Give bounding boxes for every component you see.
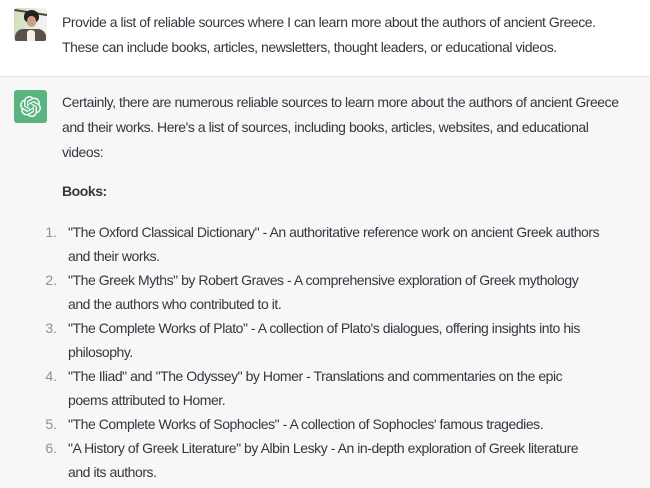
book-list-item-4: "The Iliad" and "The Odyssey" by Homer - Translations and commentaries on the epic poems attributed to Homer. [68,368,563,408]
book-list-item-5: "The Complete Works of Sophocles" - A collection of Sophocles' famous tragedies. [68,416,544,432]
user-message [0,0,650,76]
chatgpt-avatar [14,90,47,123]
book-list-item-3: "The Complete Works of Plato" - A collection of Plato's dialogues, offering insights into his philosophy. [68,320,580,360]
book-list-item-1: "The Oxford Classical Dictionary" - An authoritative reference work on ancient Greek authors and their works. [68,224,600,264]
user-avatar [14,8,47,41]
books-list [62,220,600,484]
openai-logo-icon [20,96,41,117]
assistant-message [0,76,650,488]
user-message-text: Provide a list of reliable sources where I can learn more about the authors of ancient Greece. These can include books, articles, newsletters, thought leaders, or educational videos. [62,14,596,55]
user-photo-shirt [27,30,35,41]
book-list-item-2: "The Greek Myths" by Robert Graves - A comprehensive exploration of Greek mythology and the authors who contributed to it. [68,272,579,312]
user-photo-face [27,16,36,27]
book-list-item-6: "A History of Greek Literature" by Albin Lesky - An in-depth exploration of Greek literature and its authors. [68,440,579,480]
books-heading: Books: [62,183,107,199]
assistant-intro-text: Certainly, there are numerous reliable sources to learn more about the authors of ancient Greece and their works. Here's a list of sources, including books, articles, websites, and educational videos: [62,94,619,160]
